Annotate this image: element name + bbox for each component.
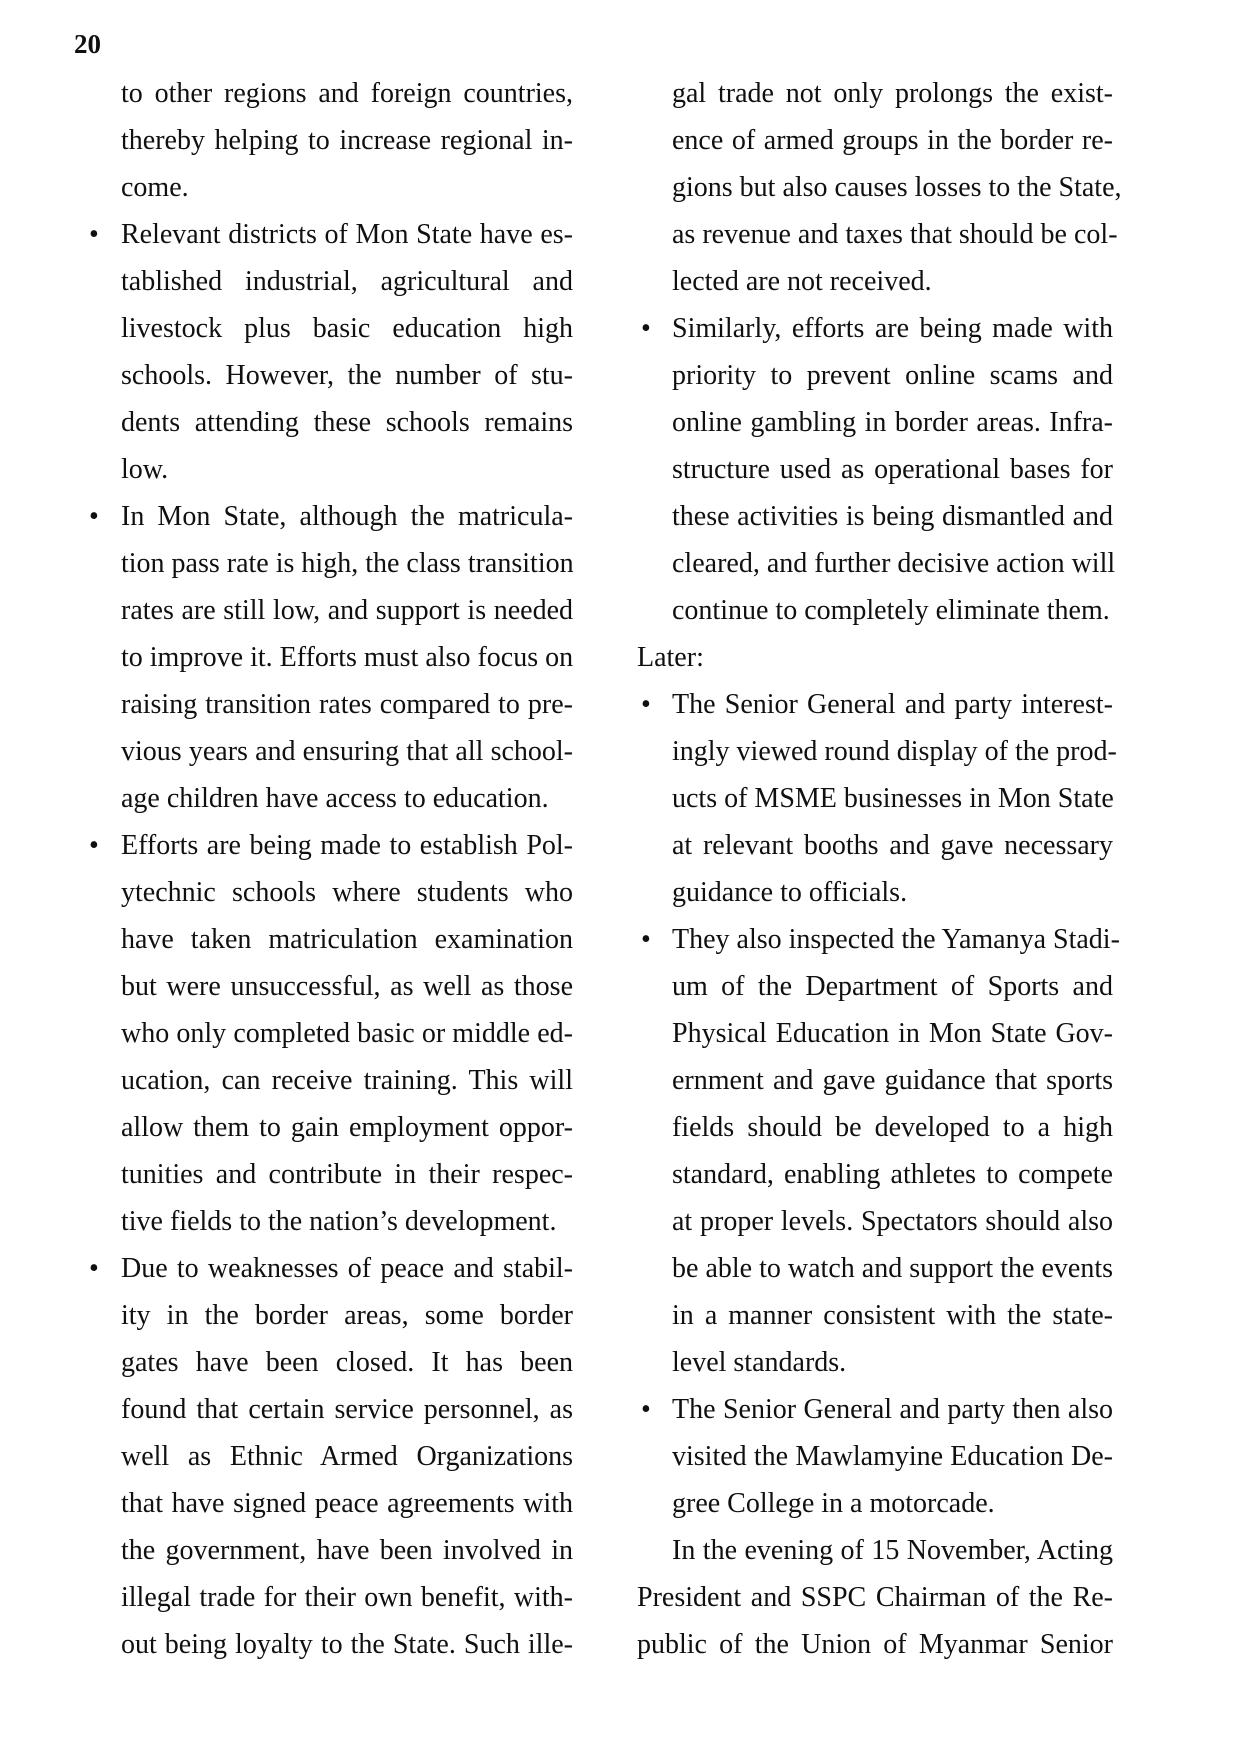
bullet-marker: • [89,219,99,250]
text-line: public of the Union of Myanmar Senior [637,1629,1113,1660]
text-line: Relevant districts of Mon State have es- [121,219,573,250]
bullet-marker: • [89,1253,99,1284]
text-line: In the evening of 15 November, Acting [672,1535,1113,1566]
text-line: age children have access to education. [121,783,549,814]
text-line: at proper levels. Spectators should also [672,1206,1113,1237]
text-line: continue to completely eliminate them. [672,595,1110,626]
text-line: fields should be developed to a high [672,1112,1113,1143]
bullet-marker: • [641,689,651,720]
bullet-item [88,211,573,493]
text-line: ity in the border areas, some border [121,1300,573,1331]
text-line: schools. However, the number of stu- [121,360,573,391]
paragraph [88,70,573,211]
text-line: lected are not received. [672,266,932,297]
bullet-item [88,1245,573,1668]
text-line: that have signed peace agreements with [121,1488,573,1519]
text-line: online gambling in border areas. Infra- [672,407,1113,438]
text-line: vious years and ensuring that all school- [121,736,573,767]
text-line: ucts of MSME businesses in Mon State [672,783,1114,814]
text-line: The Senior General and party then also [672,1394,1113,1425]
text-line: Due to weaknesses of peace and stabil- [121,1253,573,1284]
bullet-item [637,681,1117,916]
text-line: tunities and contribute in their respec- [121,1159,573,1190]
text-line: have taken matriculation examination [121,924,573,955]
text-line: out being loyalty to the State. Such ille- [121,1629,573,1660]
page-number: 20 [74,29,101,59]
text-line: guidance to officials. [672,877,908,908]
bullet-item [637,1386,1113,1527]
text-line: found that certain service personnel, as [121,1394,573,1425]
text-line: Efforts are being made to establish Pol- [121,830,573,861]
text-line: Later: [637,642,704,673]
text-line: President and SSPC Chairman of the Re- [637,1582,1113,1613]
text-line: Physical Education in Mon State Gov- [672,1018,1113,1049]
bullet-item [637,916,1120,1386]
text-line: visited the Mawlamyine Education De- [672,1441,1113,1472]
right-column [637,70,1122,1668]
bullet-item [88,493,573,822]
text-line: priority to prevent online scams and [672,360,1113,391]
text-line: the government, have been involved in [121,1535,573,1566]
text-line: to other regions and foreign countries, [121,78,573,109]
text-line: tion pass rate is high, the class transition [121,548,574,579]
left-column [88,70,573,1668]
text-line: gree College in a motorcade. [672,1488,995,1519]
text-line: be able to watch and support the events [672,1253,1113,1284]
paragraph [637,1527,1113,1668]
text-line: well as Ethnic Armed Organizations [121,1441,573,1472]
text-line: ingly viewed round display of the prod- [672,736,1117,767]
text-line: tive fields to the nation’s development. [121,1206,557,1237]
bullet-marker: • [641,313,651,344]
text-line: in a manner consistent with the state- [672,1300,1113,1331]
text-line: In Mon State, although the matricula- [121,501,573,532]
text-line: thereby helping to increase regional in- [121,125,573,156]
text-line: come. [121,172,189,203]
text-line: raising transition rates compared to pre- [121,689,573,720]
text-line: They also inspected the Yamanya Stadi- [672,924,1120,955]
text-line: cleared, and further decisive action will [672,548,1116,579]
text-line: rates are still low, and support is needed [121,595,573,626]
text-line: tablished industrial, agricultural and [121,266,573,297]
text-line: these activities is being dismantled and [672,501,1113,532]
text-line: um of the Department of Sports and [672,971,1113,1002]
text-line: low. [121,454,169,485]
bullet-item [88,822,573,1245]
text-line: gal trade not only prolongs the exist- [672,78,1113,109]
paragraph [637,634,1113,681]
text-line: standard, enabling athletes to compete [672,1159,1113,1190]
text-line: structure used as operational bases for [672,454,1113,485]
paragraph [637,70,1122,305]
text-line: to improve it. Efforts must also focus on [121,642,574,673]
text-line: ernment and gave guidance that sports [672,1065,1113,1096]
text-line: but were unsuccessful, as well as those [121,971,573,1002]
text-line: gions but also causes losses to the State, [672,172,1122,203]
text-line: level standards. [672,1347,847,1378]
text-line: Similarly, efforts are being made with [672,313,1113,344]
text-line: livestock plus basic education high [121,313,573,344]
text-line: ytechnic schools where students who [121,877,573,908]
text-line: as revenue and taxes that should be col- [672,219,1118,250]
text-line: The Senior General and party interest- [672,689,1113,720]
bullet-marker: • [641,924,651,955]
text-line: ucation, can receive training. This will [121,1065,573,1096]
text-line: ence of armed groups in the border re- [672,125,1113,156]
bullet-marker: • [641,1394,651,1425]
text-line: who only completed basic or middle ed- [121,1018,573,1049]
text-line: at relevant booths and gave necessary [672,830,1113,861]
text-line: gates have been closed. It has been [121,1347,573,1378]
bullet-item [637,305,1116,634]
text-line: illegal trade for their own benefit, with- [121,1582,573,1613]
bullet-marker: • [89,830,99,861]
bullet-marker: • [89,501,99,532]
text-line: allow them to gain employment oppor- [121,1112,573,1143]
text-line: dents attending these schools remains [121,407,573,438]
